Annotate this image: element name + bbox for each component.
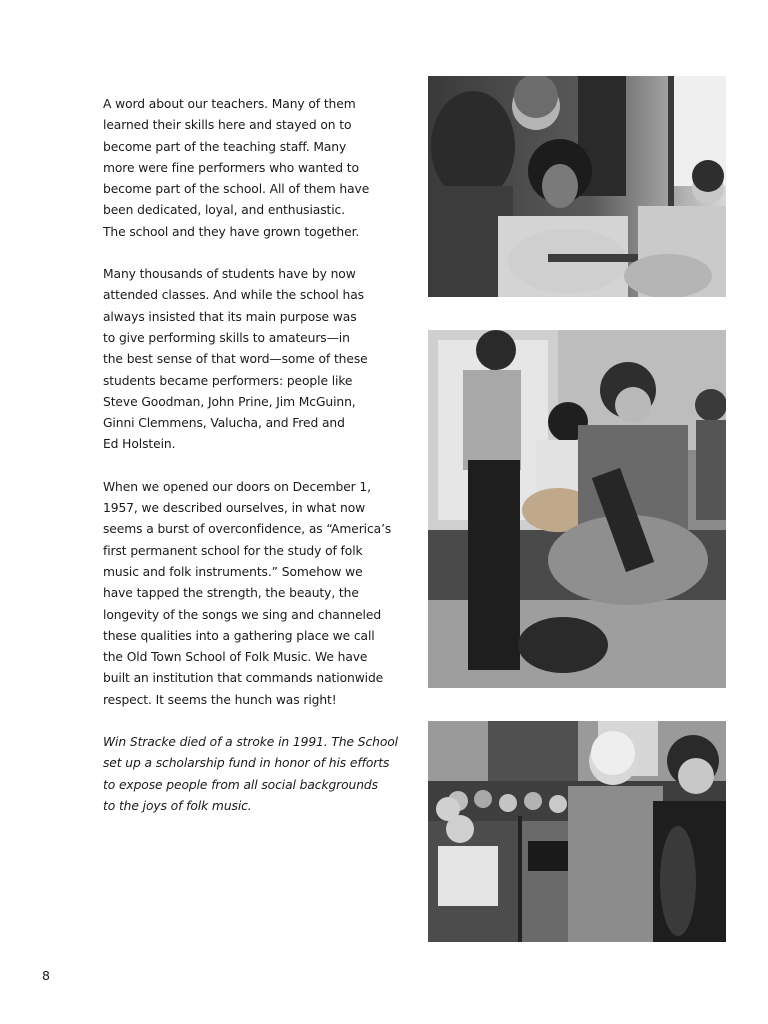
paragraph-students — [103, 264, 403, 456]
text-line: become part of the teaching staff. Many — [103, 139, 347, 154]
text-line: to give performing skills to amateurs—in — [103, 330, 350, 345]
text-line: these qualities into a gathering place we call — [103, 628, 375, 643]
text-line: longevity of the songs we sing and channeled — [103, 607, 382, 622]
text-line: Ed Holstein. — [103, 437, 176, 452]
text-line: built an institution that commands nationwide — [103, 671, 384, 686]
text-line: become part of the school. All of them have — [103, 182, 370, 197]
text-line: The school and they have grown together. — [103, 224, 360, 239]
text-line: respect. It seems the hunch was right! — [103, 692, 337, 707]
text-line: When we opened our doors on December 1, — [103, 479, 371, 494]
text-line: the best sense of that word—some of these — [103, 352, 368, 367]
article-body — [103, 94, 403, 838]
text-line: have tapped the strength, the beauty, the — [103, 586, 359, 601]
text-line: always insisted that its main purpose was — [103, 309, 357, 324]
paragraph-memorial — [103, 732, 403, 817]
text-line: Steve Goodman, John Prine, Jim McGuinn, — [103, 394, 356, 409]
text-line: attended classes. And while the school has — [103, 288, 364, 303]
text-line: Many thousands of students have by now — [103, 267, 356, 282]
text-line: learned their skills here and stayed on to — [103, 118, 352, 133]
text-line: set up a scholarship fund in honor of his efforts — [103, 756, 390, 771]
text-line: more were fine performers who wanted to — [103, 160, 359, 175]
text-line: Win Stracke died of a stroke in 1991. The School — [103, 735, 398, 750]
photo-guitar-lesson — [428, 330, 726, 688]
text-line: students became performers: people like — [103, 373, 353, 388]
text-line: to the joys of folk music. — [103, 798, 252, 813]
text-line: 1957, we described ourselves, in what now — [103, 501, 366, 516]
text-line: first permanent school for the study of folk — [103, 543, 363, 558]
text-line: Ginni Clemmens, Valucha, and Fred and — [103, 416, 345, 431]
text-line: the Old Town School of Folk Music. We have — [103, 650, 368, 665]
text-line: music and folk instruments.” Somehow we — [103, 564, 363, 579]
paragraph-teachers — [103, 94, 403, 243]
text-line: A word about our teachers. Many of them — [103, 97, 356, 111]
text-line: to expose people from all social backgrounds — [103, 777, 378, 792]
page-number: 8 — [42, 968, 50, 983]
text-line: been dedicated, loyal, and enthusiastic. — [103, 203, 346, 218]
photo-teachers-guitars — [428, 76, 726, 297]
paragraph-history — [103, 477, 403, 711]
text-line: seems a burst of overconfidence, as “America’s — [103, 522, 392, 537]
photo-classroom — [428, 721, 726, 942]
